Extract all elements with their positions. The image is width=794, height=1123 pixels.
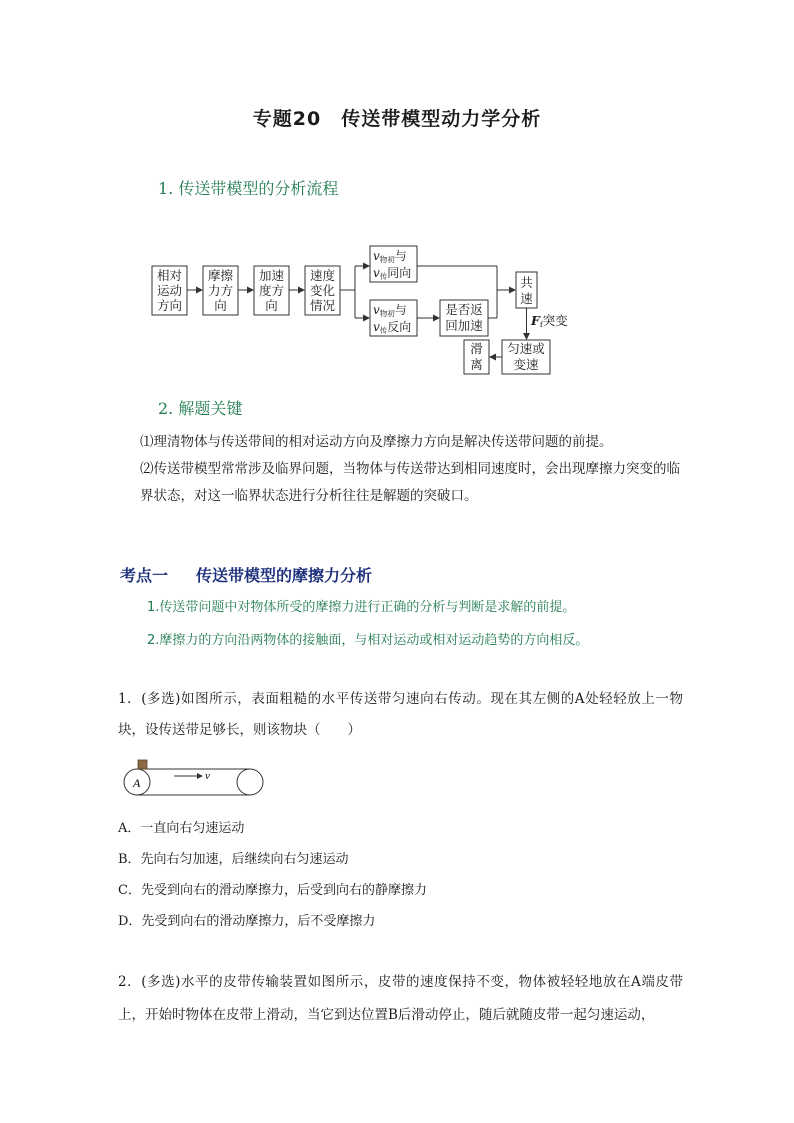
analysis-flowchart [148,238,588,378]
conveyor-belt-figure [120,758,270,804]
topic-tip-1: 1.传送带问题中对物体所受的摩擦力进行正确的分析与判断是求解的前提。 [147,600,576,615]
option-b: B．先向右匀加速，后继续向右匀速运动 [118,852,349,867]
flow-box3-line3: 向 [265,298,278,313]
flow-box2-line3: 向 [214,298,227,313]
flow-uniform-line2: 变速 [513,357,539,372]
key-point-2: ⑵传送带模型常常涉及临界问题，当物体与传送带达到相同速度时，会出现摩擦力突变的临界状态，对这一临界状态进行分析往往是解题的突破口。 [140,461,680,504]
flow-return-line2: 回加速 [445,318,483,333]
flow-box3-line2: 度方 [258,283,285,298]
belt-block [138,760,147,769]
option-a: A．一直向右匀速运动 [118,821,245,836]
flow-slide-line2: 离 [470,357,483,372]
flow-slide-line1: 滑 [470,341,483,356]
flow-box1-line2: 运动 [156,283,183,298]
option-c: C．先受到向右的滑动摩擦力，后受到向右的静摩擦力 [118,883,427,898]
flow-box2-line2: 力方 [207,283,234,298]
belt-velocity-arrowhead [197,773,203,779]
flow-common-line2: 速 [520,291,533,306]
belt-right-pulley [237,769,263,795]
flow-box3-line1: 加速 [258,268,285,283]
key-point-1: ⑴理清物体与传送带间的相对运动方向及摩擦力方向是解决传送带问题的前提。 [140,434,613,450]
question-1-stem: 1．(多选)如图所示，表面粗糙的水平传送带匀速向右传动。现在其左侧的A处轻轻放上一物块，设传送带足够长，则该物块（ ） [118,691,683,738]
belt-label-v: v [205,770,210,782]
belt-label-a: A [133,776,141,790]
topic-label: 考点一 [120,566,169,585]
topic-title: 传送带模型的摩擦力分析 [196,566,373,585]
key-point-paragraphs [140,429,680,510]
flow-friction-sudden-label: Ff突变 [531,313,568,329]
flow-box4-line2: 变化 [309,283,336,298]
section-heading-key-points: 2. 解题关键 [158,399,243,418]
flow-same-velocity: v物初与 [373,249,407,264]
flow-return-line1: 是否返 [445,302,483,317]
topic-heading [120,563,372,586]
section-heading-analysis-flow: 1. 传送带模型的分析流程 [158,179,339,198]
flow-same-belt: v传同向 [373,266,412,281]
flow-box2-line1: 摩擦 [207,268,234,283]
flow-opp-belt: v传反向 [373,320,412,335]
flow-box1-line3: 方向 [156,298,183,313]
flow-box1-line1: 相对 [156,268,183,283]
flow-uniform-line1: 匀速或 [507,341,545,356]
option-d: D．先受到向右的滑动摩擦力，后不受摩擦力 [118,914,376,929]
page-title: 专题20 传送带模型动力学分析 [252,108,542,130]
flow-opp-velocity: v物初与 [373,303,407,318]
question-2-stem: 2．(多选)水平的皮带传输装置如图所示，皮带的速度保持不变，物体被轻轻地放在A端皮带上，开始时物体在皮带上滑动，当它到达位置B后滑动停止，随后就随皮带一起匀速运动， [118,974,683,1023]
flow-common-line1: 共 [520,275,533,290]
flow-box4-line3: 情况 [309,298,336,313]
topic-tip-2: 2.摩擦力的方向沿两物体的接触面，与相对运动或相对运动趋势的方向相反。 [147,633,589,648]
flow-box4-line1: 速度 [309,268,336,283]
